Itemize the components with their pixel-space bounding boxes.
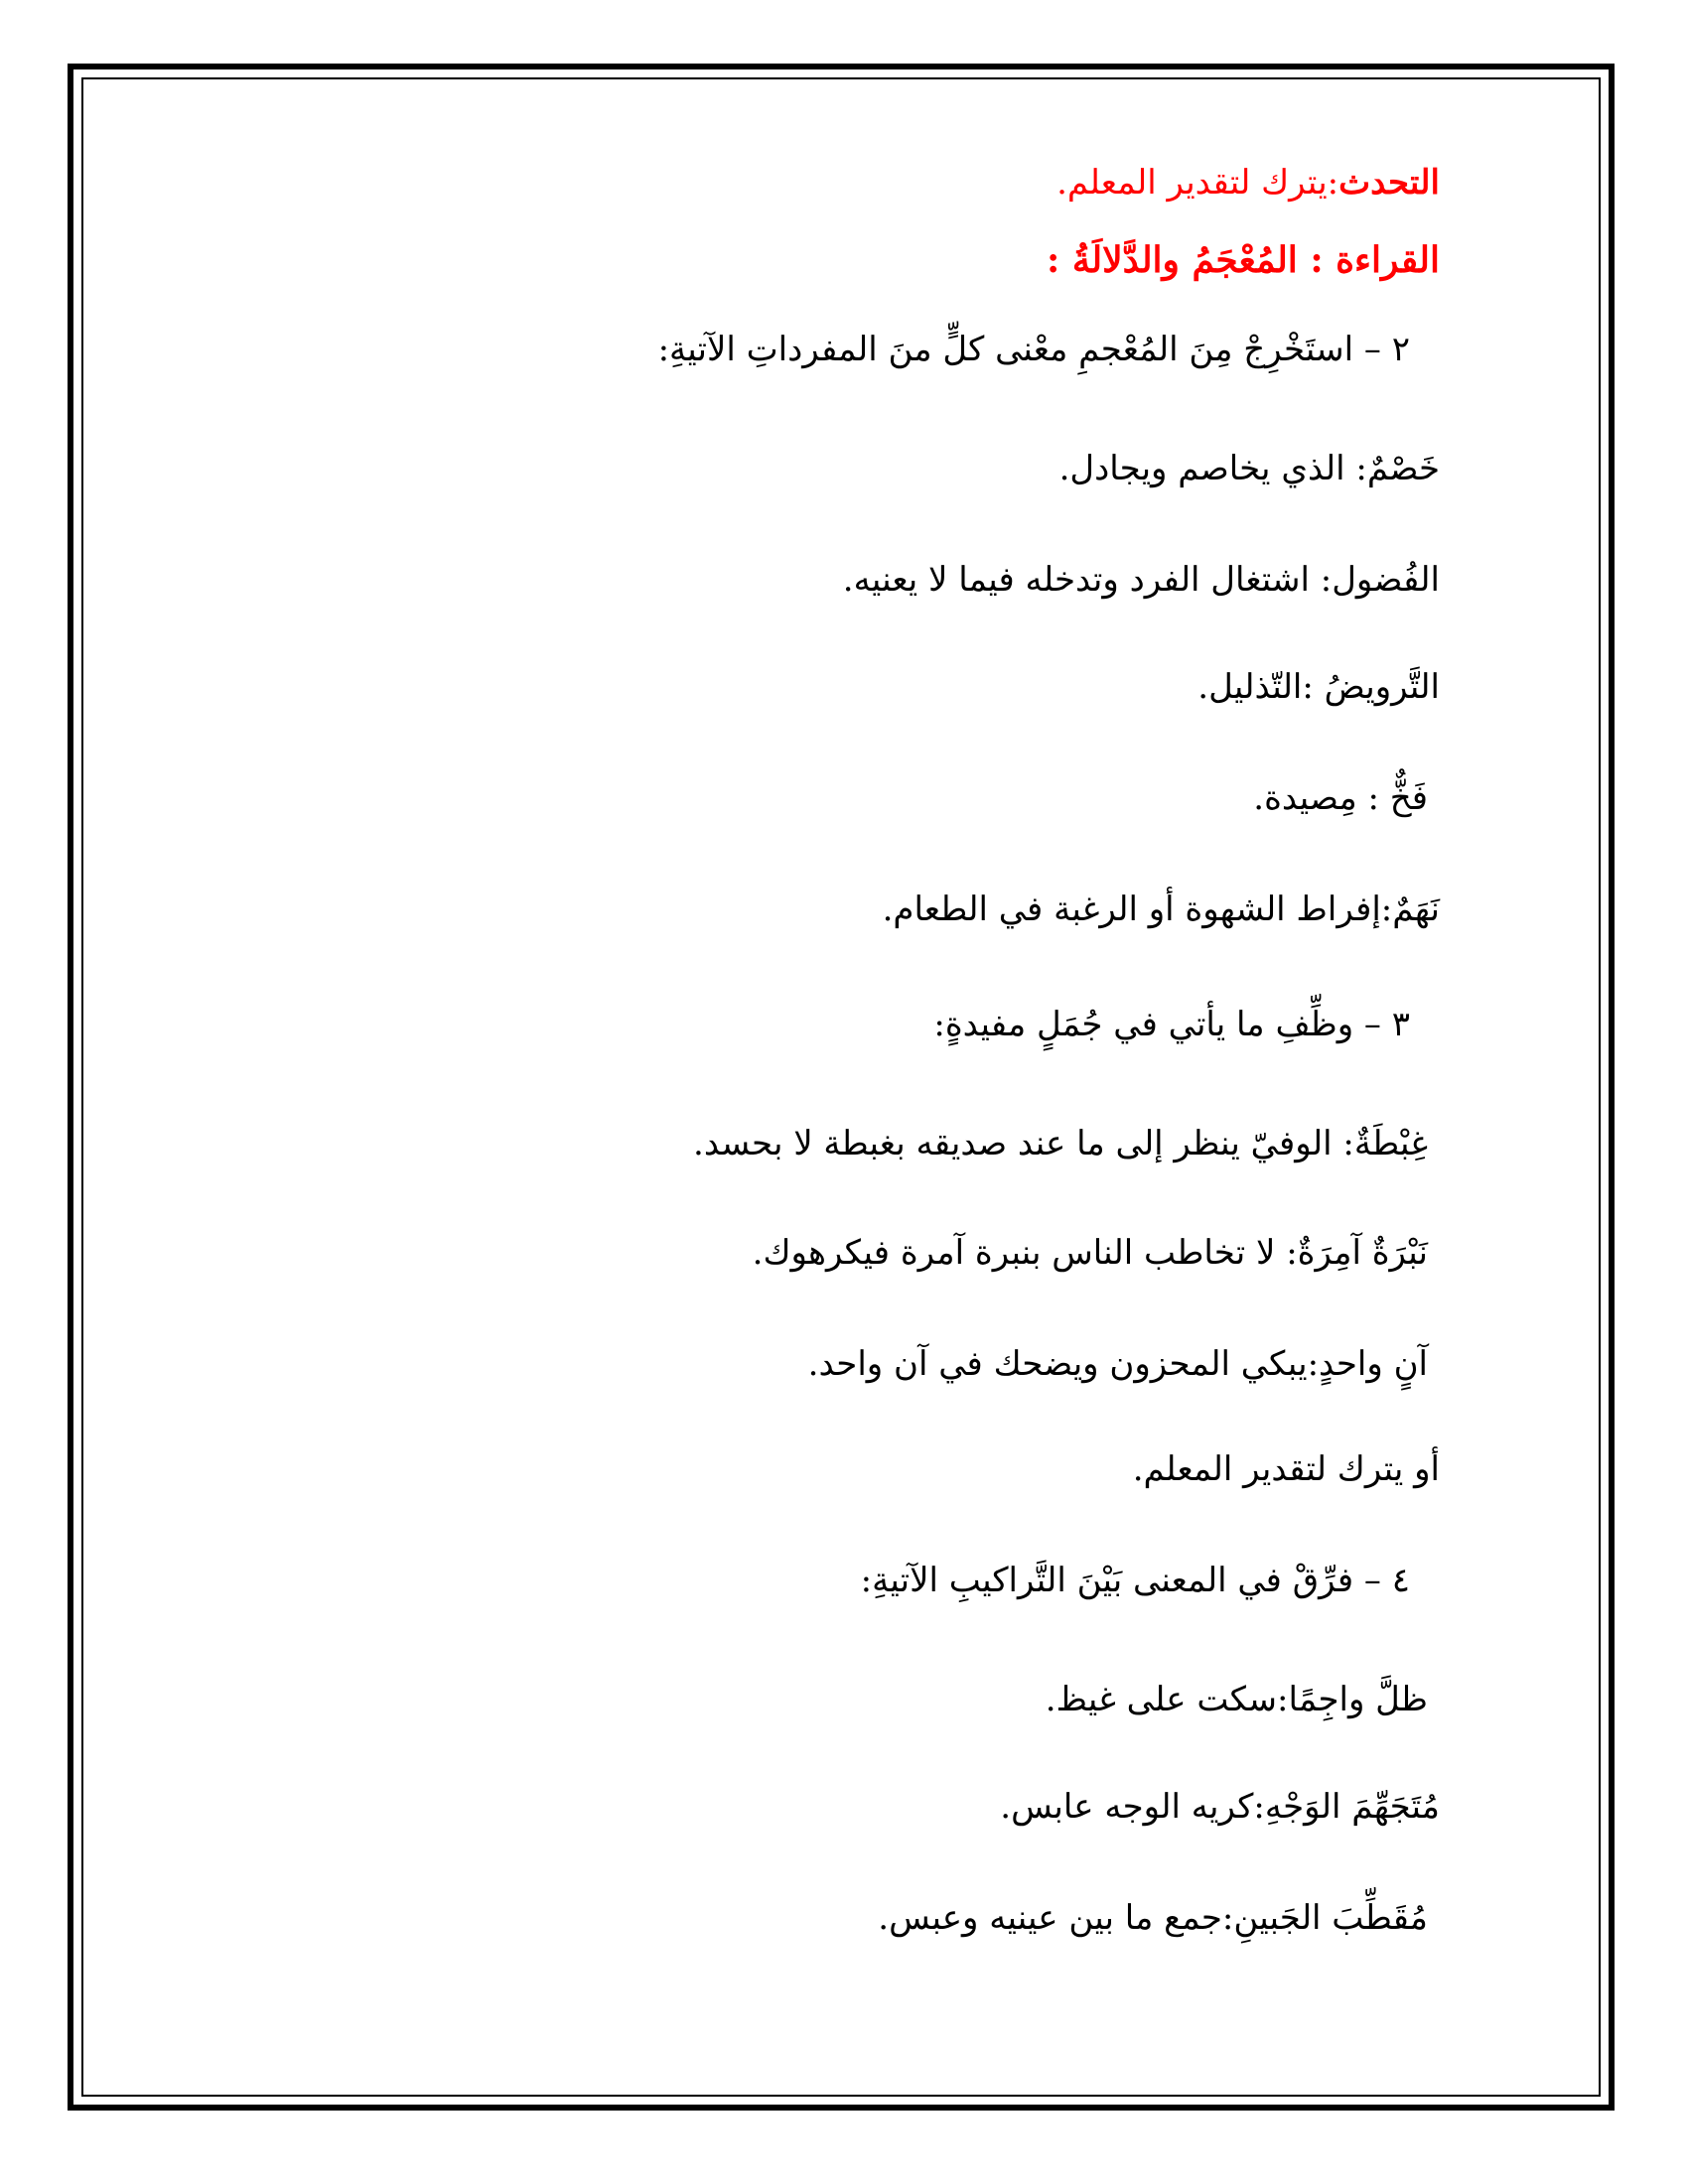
section2-heading: ٢ – استَخْرِجْ مِنَ المُعْجمِ معْنى كلٍّ منَ المفرداتِ الآتيةِ: <box>657 330 1410 369</box>
section2-item-2: الفُضول: اشتغال الفرد وتدخله فيما لا يعنيه. <box>842 560 1440 600</box>
section4-heading: ٤ – فرِّقْ في المعنى بَيْنَ التَّراكيبِ الآتيةِ: <box>860 1561 1410 1600</box>
section4-item-1: ظلَّ واجِمًا:سكت على غيظ. <box>1045 1680 1428 1719</box>
reading-title: القراءة : المُعْجَمُ والدَّلالَةُ : <box>1047 239 1440 281</box>
section2-item-3: التَّرويضُ :التّذليل. <box>1197 667 1440 707</box>
section4-item-2: مُتَجَهِّمَ الوَجْهِ:كريه الوجه عابس. <box>1000 1787 1440 1827</box>
section3-item-1: غِبْطَةٌ: الوفيّ ينظر إلى ما عند صديقه بغبطة لا بحسد. <box>693 1124 1428 1163</box>
section3-item-4: أو يترك لتقدير المعلم. <box>1132 1449 1440 1489</box>
section2-item-1: خَصْمٌ: الذي يخاصم ويجادل. <box>1058 449 1440 488</box>
section4-item-3: مُقَطِّبَ الجَبينِ:جمع ما بين عينيه وعبس. <box>878 1898 1428 1938</box>
speaking-text: :يترك لتقدير المعلم. <box>1056 163 1339 203</box>
speaking-line <box>1056 159 1440 206</box>
section2-item-5: نَهَمٌ:إفراط الشهوة أو الرغبة في الطعام. <box>882 889 1440 929</box>
section3-item-3: آنٍ واحدٍ:يبكي المحزون ويضحك في آن واحد. <box>807 1344 1428 1384</box>
section2-item-4: فَخٌّ : مِصيدة. <box>1253 778 1428 818</box>
section3-heading: ٣ – وظِّفِ ما يأتي في جُمَلٍ مفيدةٍ: <box>933 1005 1410 1044</box>
speaking-label: التحدث <box>1338 163 1440 203</box>
section3-item-2: نَبْرَةٌ آمِرَةٌ: لا تخاطب الناس بنبرة آمرة فيكرهوك. <box>752 1233 1428 1273</box>
